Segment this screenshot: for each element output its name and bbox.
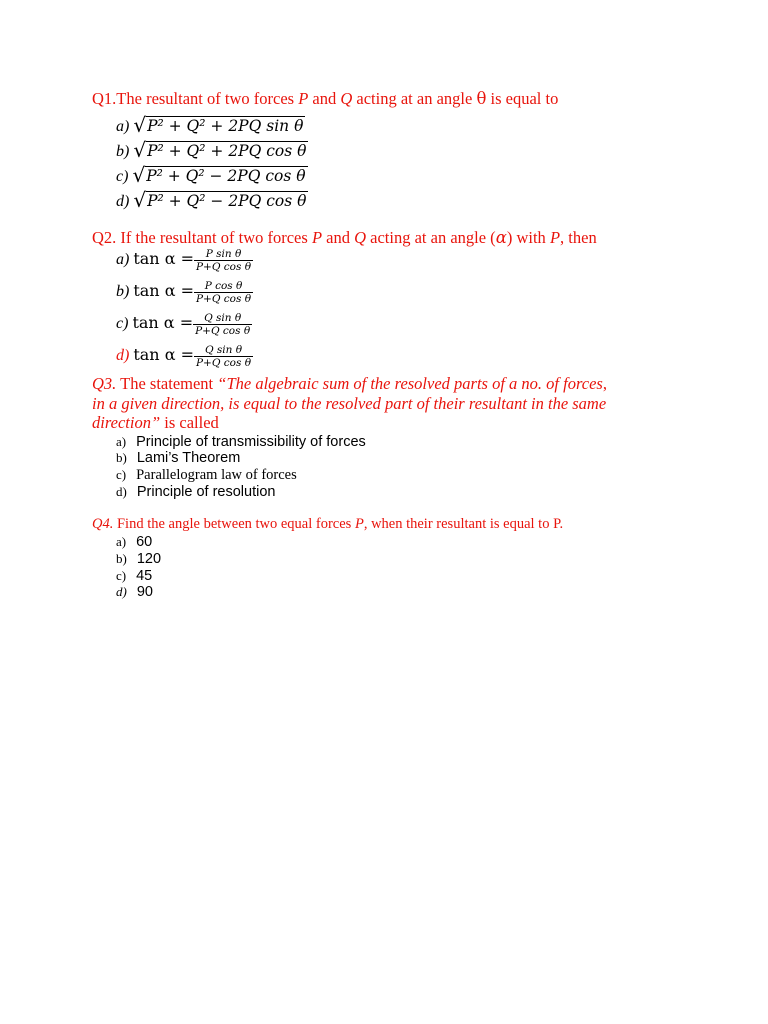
q2-text-and: and (322, 228, 355, 247)
question-4-stem (92, 516, 563, 533)
q4-text-2: , when their resultant is equal to P. (363, 516, 564, 532)
q2-alpha: α (495, 228, 507, 247)
option-expression: P² + Q² − 2PQ cos θ (146, 167, 306, 185)
q2-option-c (116, 312, 252, 337)
option-label: a) (116, 251, 130, 269)
q2-text-suffix: , then (560, 228, 597, 247)
option-text: Principle of transmissibility of forces (136, 434, 366, 450)
q2-var-p: P (311, 228, 323, 247)
sqrt-sign: √ (133, 188, 147, 212)
option-label: d) (116, 193, 130, 210)
q1-var-q: Q (340, 89, 353, 108)
q2-var-p2: P (549, 228, 561, 247)
option-expression: P² + Q² + 2PQ sin θ (147, 117, 304, 135)
fraction-numerator: P cos θ (204, 280, 243, 292)
q1-theta: θ (476, 89, 487, 108)
q4-var-p: P (354, 516, 364, 532)
fraction-numerator: Q sin θ (204, 344, 243, 356)
sqrt-expression (133, 137, 308, 161)
option-text: Parallelogram law of forces (136, 467, 297, 483)
question-3-stem-line-3 (92, 413, 219, 433)
sqrt-sign: √ (133, 113, 147, 137)
option-lhs: tan α = (132, 313, 194, 333)
sqrt-sign: √ (132, 163, 146, 187)
option-label: a) (116, 434, 127, 449)
q1-text: Q1.The resultant of two forces (92, 89, 299, 108)
q1-option-b (116, 137, 308, 161)
q1-option-a (116, 112, 305, 136)
q1-var-p: P (298, 89, 309, 108)
option-label: c) (116, 315, 129, 333)
option-expression: P² + Q² + 2PQ cos θ (147, 142, 307, 160)
q3-option-b (116, 449, 240, 467)
question-1-stem (92, 89, 558, 109)
option-label: a) (116, 118, 130, 135)
q1-text-and: and (308, 89, 341, 108)
fraction-denominator: P+Q cos θ (195, 293, 252, 305)
fraction-denominator: P+Q cos θ (195, 261, 252, 273)
q4-option-a (116, 533, 152, 551)
option-label: a) (116, 534, 127, 549)
sqrt-expression (133, 112, 305, 136)
option-label: b) (116, 551, 127, 566)
fraction (194, 248, 253, 273)
q3-quote-line-3: direction” (92, 413, 161, 432)
q4-text-1: Find the angle between two equal forces (113, 516, 355, 532)
option-expression: P² + Q² − 2PQ cos θ (147, 192, 307, 210)
fraction-denominator: P+Q cos θ (195, 325, 251, 337)
question-3-stem-line-2: in a given direction, is equal to the resolved part of their resultant in the same (92, 394, 607, 413)
fraction-denominator: P+Q cos θ (195, 357, 252, 369)
option-lhs: tan α = (133, 249, 194, 269)
sqrt-expression (133, 187, 308, 211)
option-label: b) (116, 283, 130, 301)
q4-option-b (116, 550, 161, 568)
option-label: c) (116, 467, 127, 482)
option-text: 120 (136, 551, 162, 567)
q1-option-c (116, 162, 308, 186)
q3-tail: is called (160, 413, 219, 432)
option-lhs: tan α = (133, 345, 194, 365)
fraction (194, 344, 253, 369)
option-label: b) (116, 450, 127, 465)
q3-lead: The statement (116, 374, 218, 393)
option-label: d) (116, 584, 127, 599)
q2-text-mid: acting at an angle ( (366, 228, 496, 247)
q3-number: Q3. (92, 374, 117, 393)
q1-text-suffix: is equal to (486, 89, 559, 108)
fraction (193, 312, 252, 337)
question-2-stem (92, 228, 597, 248)
question-3-stem-line-1 (92, 374, 607, 394)
q2-var-q: Q (354, 228, 367, 247)
option-text: 45 (136, 568, 153, 584)
option-label: b) (116, 143, 130, 160)
option-label: c) (116, 168, 129, 185)
q4-option-d (116, 583, 153, 601)
option-text: Principle of resolution (136, 484, 276, 500)
q2-option-a (116, 248, 253, 273)
fraction-numerator: Q sin θ (204, 312, 242, 324)
sqrt-sign: √ (133, 138, 147, 162)
q3-option-d (116, 483, 275, 501)
q1-option-d (116, 187, 308, 211)
option-label: d) (116, 484, 127, 499)
q3-quote-line-1: “The algebraic sum of the resolved parts of a no. of forces (217, 374, 603, 393)
option-label: c) (116, 568, 127, 583)
q2-text-mid2: ) with (506, 228, 550, 247)
fraction-numerator: P sin θ (205, 248, 242, 260)
option-text: Lami’s Theorem (136, 450, 241, 466)
option-text: 90 (136, 584, 153, 600)
sqrt-expression (132, 162, 307, 186)
option-label: d) (116, 347, 130, 365)
q2-text: Q2. If the resultant of two forces (92, 228, 312, 247)
q2-option-b (116, 280, 253, 305)
fraction (194, 280, 253, 305)
q3-comma: , (602, 374, 607, 393)
q1-text-mid: acting at an angle (352, 89, 477, 108)
q2-option-d (116, 344, 253, 369)
q3-option-c (116, 466, 297, 484)
option-lhs: tan α = (133, 281, 194, 301)
q4-number: Q4. (92, 516, 114, 532)
option-text: 60 (136, 534, 153, 550)
